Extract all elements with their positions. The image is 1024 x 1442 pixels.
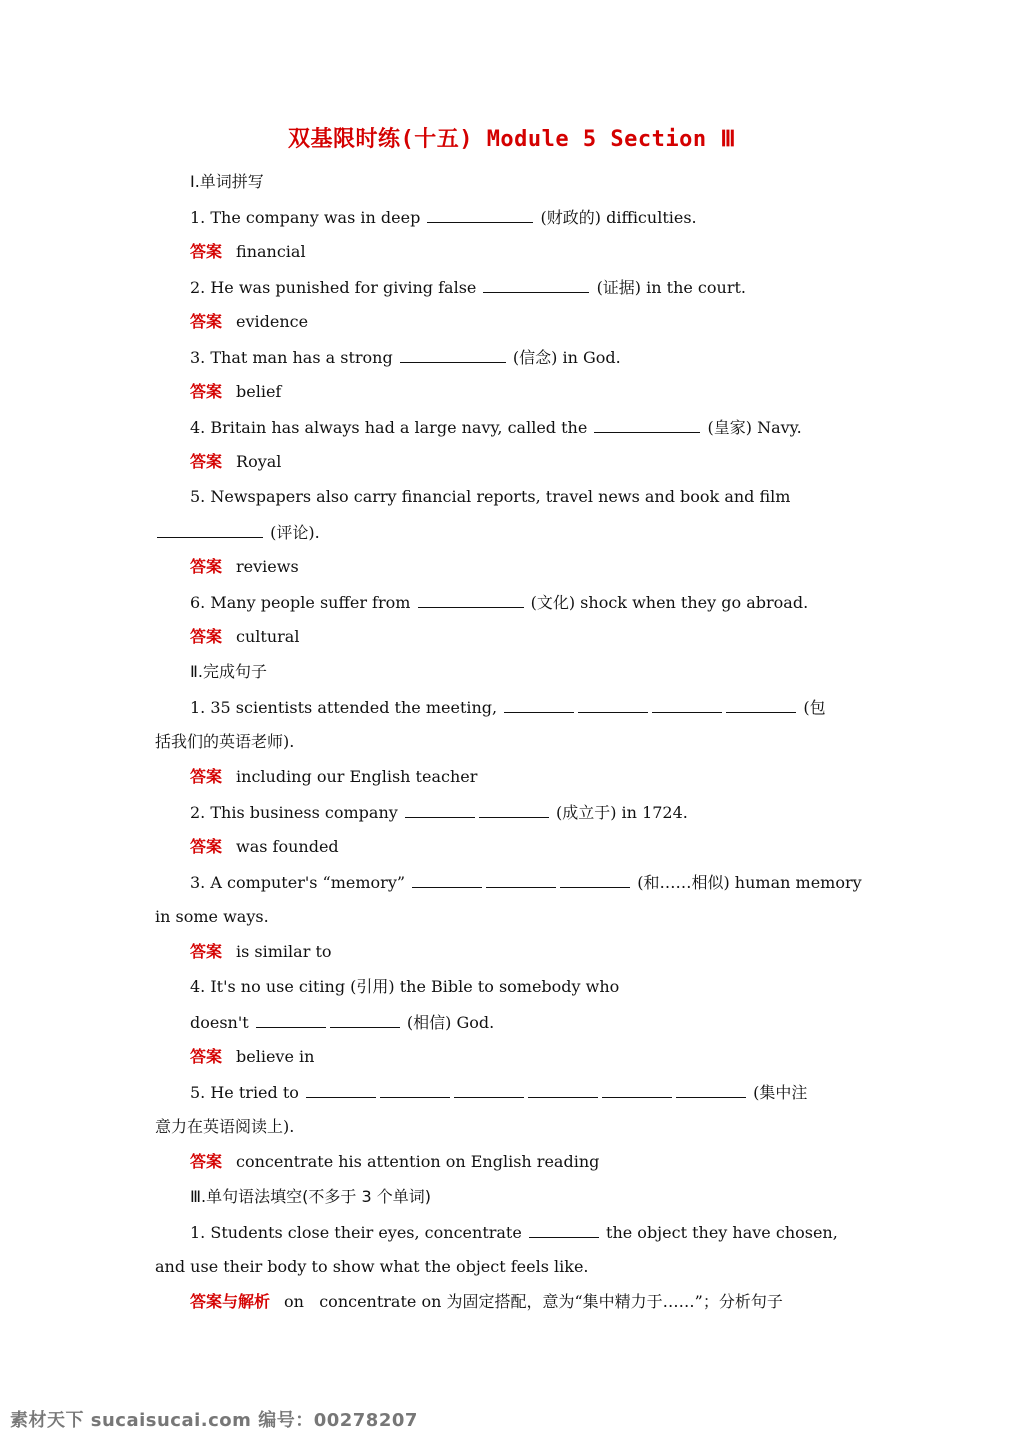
s1-question-2: 2. He was punished for giving false (证据) in the court.	[190, 278, 746, 297]
s1-answer-4: 答案 Royal	[190, 452, 282, 471]
s1-question-3: 3. That man has a strong (信念) in God.	[190, 348, 621, 367]
s2-question-4: 4. It's no use citing (引用) the Bible to somebody who	[190, 977, 620, 996]
s1-answer-5: 答案 reviews	[190, 557, 299, 576]
s1-answer-6: 答案 cultural	[190, 627, 300, 646]
s2-question-1-cont: 括我们的英语老师).	[155, 732, 295, 751]
answer-blank[interactable]	[676, 1082, 746, 1098]
answer-blank[interactable]	[528, 1082, 598, 1098]
s1-question-4: 4. Britain has always had a large navy, called the (皇家) Navy.	[190, 418, 802, 437]
answer-blank[interactable]	[256, 1012, 326, 1028]
answer-blank[interactable]	[504, 697, 574, 713]
section-3-heading: Ⅲ.单句语法填空(不多于 3 个单词)	[190, 1187, 431, 1206]
answer-blank[interactable]	[418, 592, 524, 608]
answer-blank[interactable]	[157, 522, 263, 538]
answer-blank[interactable]	[427, 207, 533, 223]
answer-blank[interactable]	[380, 1082, 450, 1098]
s1-question-5-cont: (评论).	[155, 522, 871, 543]
answer-blank[interactable]	[454, 1082, 524, 1098]
s2-question-2: 2. This business company (成立于) in 1724.	[190, 803, 688, 822]
s1-answer-3: 答案 belief	[190, 382, 282, 401]
answer-blank[interactable]	[578, 697, 648, 713]
answer-blank[interactable]	[306, 1082, 376, 1098]
s2-question-3-cont: in some ways.	[155, 907, 269, 926]
s2-answer-1: 答案 including our English teacher	[190, 767, 478, 786]
s1-answer-2: 答案 evidence	[190, 312, 309, 331]
s2-question-3: 3. A computer's “memory” (和……相似) human memory	[190, 873, 862, 892]
s1-question-5: 5. Newspapers also carry financial reports, travel news and book and film	[190, 487, 791, 506]
s2-answer-4: 答案 believe in	[190, 1047, 315, 1066]
answer-blank[interactable]	[483, 277, 589, 293]
s3-question-1: 1. Students close their eyes, concentrate the object they have chosen,	[190, 1223, 838, 1242]
answer-blank[interactable]	[594, 417, 700, 433]
answer-blank[interactable]	[412, 872, 482, 888]
answer-blank[interactable]	[486, 872, 556, 888]
answer-blank[interactable]	[602, 1082, 672, 1098]
s2-answer-5: 答案 concentrate his attention on English reading	[190, 1152, 600, 1171]
answer-blank[interactable]	[479, 802, 549, 818]
answer-blank[interactable]	[529, 1222, 599, 1238]
s1-answer-1: 答案 financial	[190, 242, 306, 261]
answer-blank[interactable]	[560, 872, 630, 888]
answer-blank[interactable]	[400, 347, 506, 363]
answer-blank[interactable]	[405, 802, 475, 818]
s3-answer-1: 答案与解析 on concentrate on 为固定搭配，意为“集中精力于……”；分析句子	[190, 1292, 783, 1311]
answer-blank[interactable]	[330, 1012, 400, 1028]
answer-blank[interactable]	[726, 697, 796, 713]
s1-question-1: 1. The company was in deep (财政的) difficulties.	[190, 208, 697, 227]
watermark-footer: 素材天下 sucaisucai.com 编号：00278207	[10, 1410, 418, 1431]
page-title: 双基限时练(十五) Module 5 Section Ⅲ	[287, 127, 737, 152]
s2-question-5-cont: 意力在英语阅读上).	[155, 1117, 295, 1136]
s2-answer-3: 答案 is similar to	[190, 942, 332, 961]
answer-blank[interactable]	[652, 697, 722, 713]
s3-question-1-cont: and use their body to show what the object feels like.	[155, 1257, 589, 1276]
s2-question-5: 5. He tried to (集中注	[190, 1083, 808, 1102]
section-1-heading: Ⅰ.单词拼写	[190, 172, 264, 191]
s2-question-1: 1. 35 scientists attended the meeting, (包	[190, 698, 826, 717]
s2-answer-2: 答案 was founded	[190, 837, 339, 856]
s1-question-6: 6. Many people suffer from (文化) shock when they go abroad.	[190, 593, 809, 612]
s2-question-4-cont: doesn't (相信) God.	[190, 1013, 495, 1032]
section-2-heading: Ⅱ.完成句子	[190, 662, 267, 681]
